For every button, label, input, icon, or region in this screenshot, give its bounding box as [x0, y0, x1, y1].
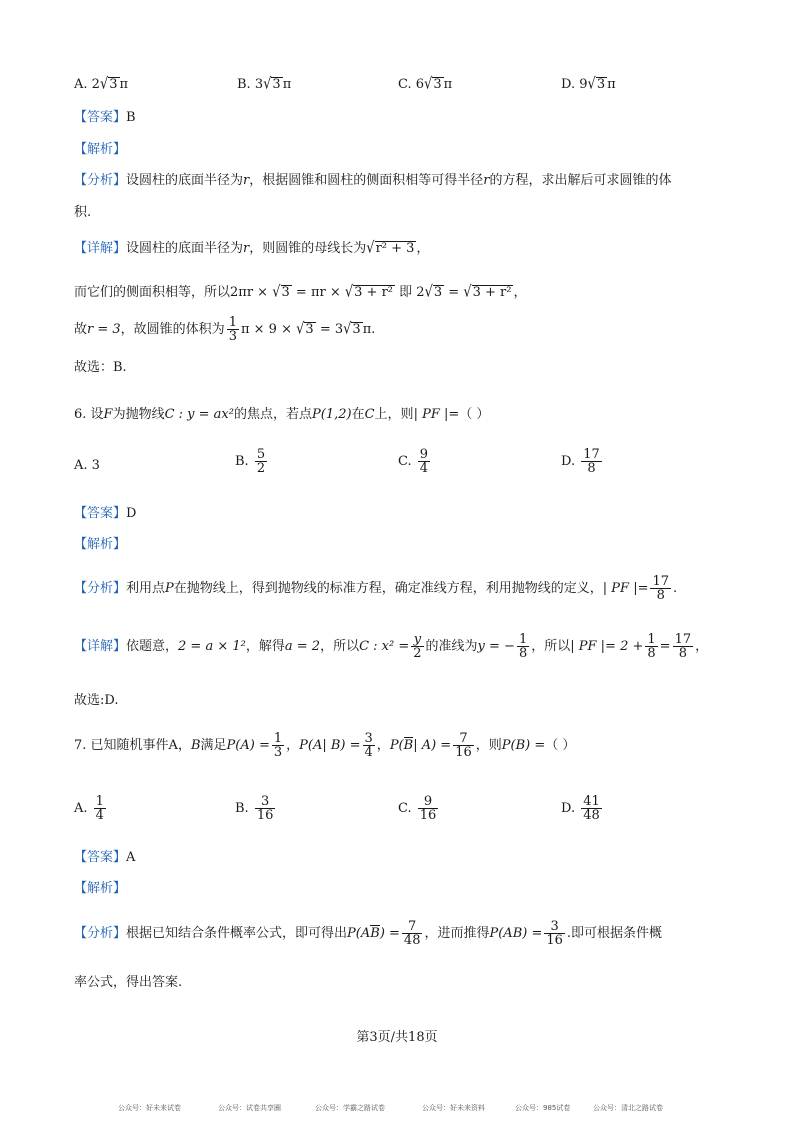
q7-fenxi-line1: 【分析】根据已知结合条件概率公式，即可得出P(AB) = $\frac{7}{48}$ ，进而推得P(AB) = $\frac{3}{16}$ .即可根据条件概 — [74, 919, 663, 948]
q7-option-d: D. $\frac{41}{48}$ — [561, 794, 600, 823]
q5-choose: 故选：B. — [74, 360, 127, 375]
q7-fenxi-line2: 率公式，得出答案. — [74, 975, 183, 990]
q5-option-a: A. 2√3 π — [74, 75, 129, 94]
q7-answer: 【答案】A — [74, 850, 136, 865]
q5-fenxi-line2: 积. — [74, 205, 92, 220]
q5-detail-line1: 【详解】设圆柱的底面半径为r，则圆锥的母线长为√r² + 3 ， — [74, 239, 430, 258]
watermark-5: 公众号：985试卷 — [515, 1104, 571, 1112]
q5-detail-eq1: 而它们的侧面积相等，所以2πr × √3 = πr × √3 + r² 即 2√3 = √3 + r² ， — [74, 283, 527, 302]
q6-analysis-tag: 【解析】 — [74, 537, 127, 552]
watermark-4: 公众号：好未来资料 — [422, 1104, 485, 1112]
q5-answer: 【答案】B — [74, 110, 136, 125]
q7-analysis-tag: 【解析】 — [74, 881, 127, 896]
q5-analysis-tag: 【解析】 — [74, 142, 127, 157]
q7-option-a: A. $\frac{1}{4}$ — [74, 794, 104, 823]
watermark-3: 公众号：学霸之路试卷 — [315, 1104, 385, 1112]
q5-fenxi-line1: 【分析】设圆柱的底面半径为r，根据圆锥和圆柱的侧面积相等可得半径r的方程，求出解后可求圆锥的体 — [74, 173, 672, 188]
q6-option-c: C. $\frac{9}{4}$ — [398, 447, 429, 476]
q5-option-c: C. 6√3 π — [398, 75, 453, 94]
q6-stem: 6. 设F为抛物线C : y = ax²的焦点，若点P(1,2)在C上，则| PF |=（ ） — [74, 407, 490, 422]
fraction: $\frac{1}{3}$ — [228, 315, 237, 344]
q5-detail-eq2: 故r = 3，故圆锥的体积为 $\frac{1}{3}$ π × 9 × √3 = 3√3 π. — [74, 315, 376, 344]
q7-option-b: B. $\frac{3}{16}$ — [235, 794, 274, 823]
q6-option-d: D. $\frac{17}{8}$ — [561, 447, 600, 476]
page-number: 第3页/共18页 — [356, 1030, 438, 1045]
q6-answer: 【答案】D — [74, 506, 137, 521]
q7-option-c: C. $\frac{9}{16}$ — [398, 794, 437, 823]
watermark-6: 公众号：清北之路试卷 — [593, 1104, 663, 1112]
watermark-1: 公众号：好未来试卷 — [118, 1104, 181, 1112]
q6-fenxi: 【分析】利用点P在抛物线上，得到抛物线的标准方程，确定准线方程，利用抛物线的定义，| PF |= $\frac{17}{8}$ . — [74, 574, 678, 603]
q6-choose: 故选:D. — [74, 693, 119, 708]
q5-option-b: B. 3√3 π — [237, 75, 292, 94]
q6-option-a: A. 3 — [74, 458, 100, 473]
q5-option-d: D. 9√3 π — [561, 75, 616, 94]
q7-stem: 7. 已知随机事件A，B满足P(A) = $\frac{1}{3}$ ，P(A| B) = $\frac{3}{4}$ ，P(B| A) = $\frac{7}{16}$ ，则P(B) =（ ） — [74, 731, 576, 760]
q6-detail: 【详解】依题意，2 = a × 1²，解得a = 2，所以C : x² = $\frac{y}{2}$ 的准线为y = − $\frac{1}{8}$ ，所以| PF |= 2 + $\frac{1}{8}$ = $\frac{17}{8}$ ， — [74, 632, 709, 661]
watermark-2: 公众号：试卷共享圈 — [218, 1104, 281, 1112]
q6-option-b: B. $\frac{5}{2}$ — [235, 447, 266, 476]
